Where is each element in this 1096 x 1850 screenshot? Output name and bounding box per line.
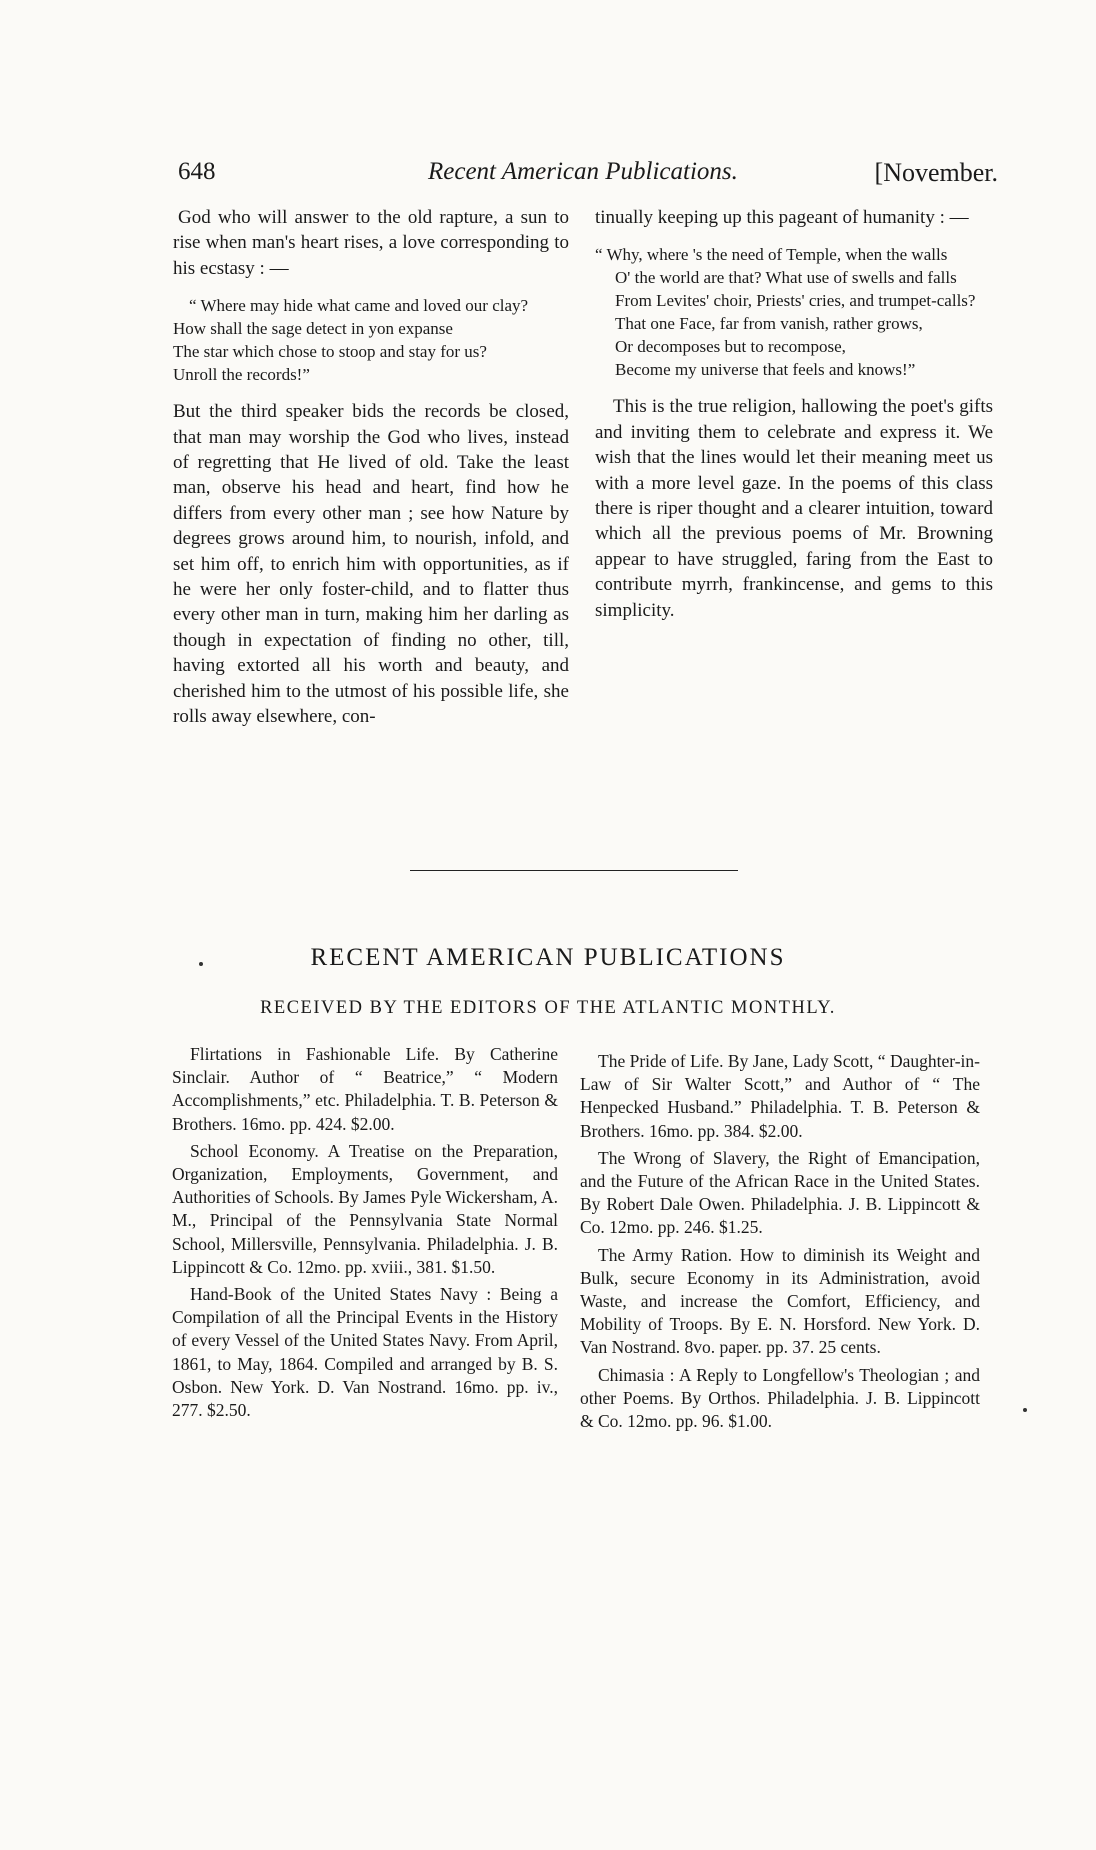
publication-entry: The Army Ration. How to diminish its Weight and Bulk, secure Economy in its Administration, avoid Waste, and increase the Comfort, Efficiency, and Mobility of Troops. By E. N. Horsford. New York. D. Van Nostrand. 8vo. paper. pp. 37. 25 cents. (580, 1244, 980, 1358)
section-divider (410, 870, 738, 871)
running-title: Recent American Publications. (428, 158, 738, 185)
poem-line: The star which chose to stoop and stay for us? (173, 342, 487, 362)
poem-line: Unroll the records!” (173, 365, 310, 385)
article-right-column (595, 205, 993, 623)
section-title: RECENT AMERICAN PUBLICATIONS (310, 944, 786, 971)
poem-line: O' the world are that? What use of swells and falls (615, 268, 957, 288)
print-speck (1023, 1408, 1027, 1412)
article-paragraph: But the third speaker bids the records be closed, that man may worship the God who lives, instead of regretting that He lived of old. Take the least man, observe his head and heart, find how he differs from every other man ; see how Nature by degrees grows around him, to nourish, infold, and set him off, to enrich him with opportunities, as if he were her only foster-child, and to flatter thus every other man in turn, making him her darling as though in expectation of finding no other, till, having extorted all his worth and beauty, and cherished him to the utmost of his possible life, she rolls away elsewhere, con- (173, 401, 569, 728)
poem-line: Or decomposes but to recompose, (615, 337, 846, 357)
poem-line: How shall the sage detect in yon expanse (173, 319, 453, 339)
publications-left-column (172, 1043, 558, 1426)
page-number: 648 (178, 158, 216, 185)
publication-entry: Flirtations in Fashionable Life. By Catherine Sinclair. Author of “ Beatrice,” “ Modern Accomplishments,” etc. Philadelphia. T. B. Peterson & Brothers. 16mo. pp. 424. $2.00. (172, 1044, 558, 1134)
publication-entry: Hand-Book of the United States Navy : Being a Compilation of all the Principal Events in the History of every Vessel of the United States Navy. From April, 1861, to May, 1864. Compiled and arranged by B. S. Osbon. New York. D. Van Nostrand. 16mo. pp. iv., 277. $2.50. (172, 1284, 558, 1421)
article-paragraph: God who will answer to the old rapture, a sun to rise when man's heart rises, a love corresponding to his ecstasy : — (173, 207, 569, 279)
publications-right-column (580, 1050, 980, 1437)
poem-line: From Levites' choir, Priests' cries, and trumpet-calls? (615, 291, 976, 311)
running-month: [November. (874, 158, 998, 187)
poem-line: That one Face, far from vanish, rather grows, (615, 314, 923, 334)
publication-entry: School Economy. A Treatise on the Preparation, Organization, Employments, Government, and Authorities of Schools. By James Pyle Wickersham, A. M., Principal of the Pennsylvania State Normal School, Millersville, Pennsylvania. Philadelphia. J. B. Lippincott & Co. 12mo. pp. xviii., 381. $1.50. (172, 1140, 558, 1277)
article-left-column (173, 205, 569, 730)
poem-line: Become my universe that feels and knows!” (615, 360, 916, 380)
poem-quote (595, 243, 993, 381)
print-speck (199, 962, 203, 966)
article-paragraph: This is the true religion, hallowing the poet's gifts and inviting them to celebrate and express it. We wish that the lines would let their meaning meet us with a more level gaze. In the poems of this class there is riper thought and a clearer intuition, toward which all the previous poems of Mr. Browning appear to have struggled, faring from the East to contribute myrrh, frankincense, and gems to this simplicity. (595, 396, 993, 621)
publication-entry: Chimasia : A Reply to Longfellow's Theologian ; and other Poems. By Orthos. Philadelphia. J. B. Lippincott & Co. 12mo. pp. 96. $1.00. (580, 1364, 980, 1432)
poem-line: “ Why, where 's the need of Temple, when the walls (595, 245, 948, 265)
poem-line: “ Where may hide what came and loved our clay? (189, 296, 529, 316)
article-paragraph: tinually keeping up this pageant of humanity : — (595, 207, 969, 228)
publication-entry: The Wrong of Slavery, the Right of Emancipation, and the Future of the African Race in the United States. By Robert Dale Owen. Philadelphia. J. B. Lippincott & Co. 12mo. pp. 246. $1.25. (580, 1147, 980, 1238)
section-subtitle: RECEIVED BY THE EDITORS OF THE ATLANTIC MONTHLY. (260, 998, 836, 1018)
poem-quote (173, 294, 569, 386)
running-head (178, 158, 998, 198)
publication-entry: The Pride of Life. By Jane, Lady Scott, “ Daughter-in-Law of Sir Walter Scott,” and Author of “ The Henpecked Husband.” Philadelphia. T. B. Peterson & Brothers. 16mo. pp. 384. $2.00. (580, 1051, 980, 1141)
